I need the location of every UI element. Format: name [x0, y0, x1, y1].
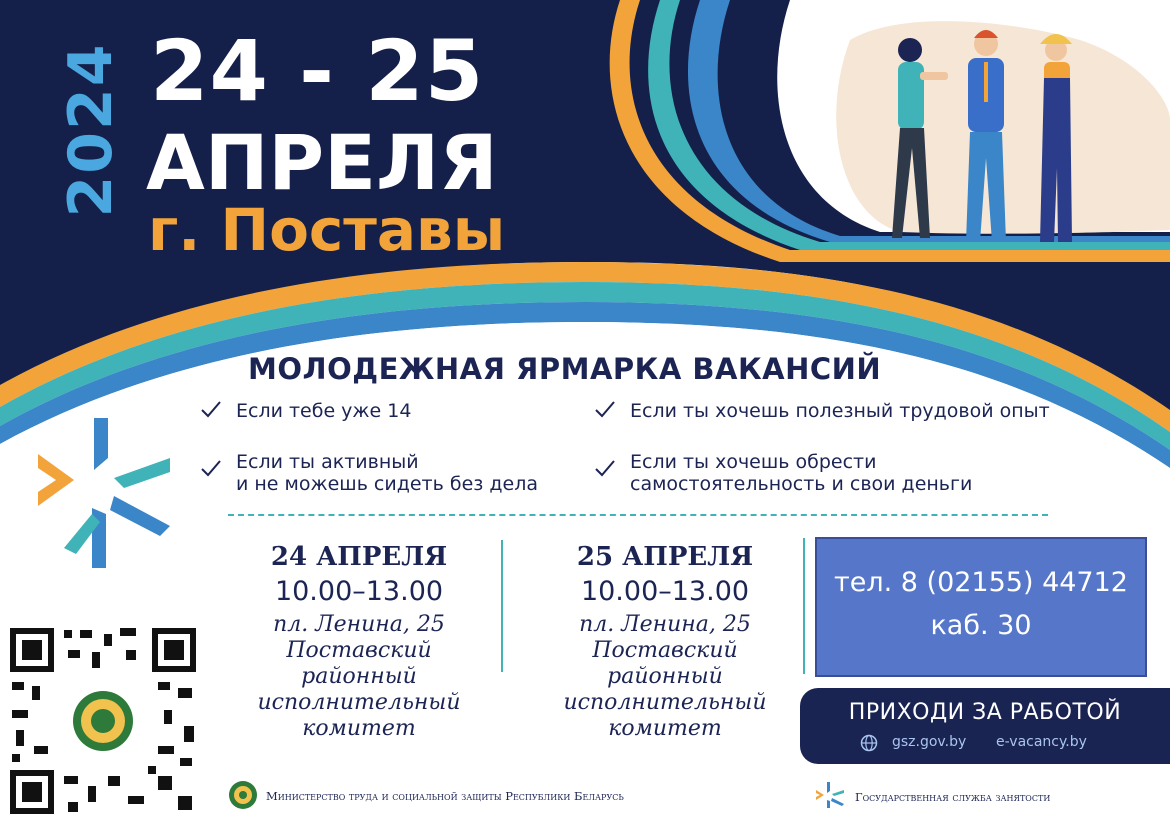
- dotted-divider: [228, 514, 1048, 516]
- cta-text: ПРИХОДИ ЗА РАБОТОЙ: [848, 700, 1122, 725]
- website-links: [860, 734, 1120, 754]
- phone-number[interactable]: тел. 8 (02155) 44712: [834, 567, 1128, 598]
- check-item: Если ты активный и не можешь сидеть без дела: [200, 451, 580, 499]
- ministry-footer: Министерство труда и социальной защиты Республики Беларусь: [228, 780, 748, 812]
- cta-banner: [800, 688, 1170, 764]
- employment-service-mini-logo: [815, 782, 845, 808]
- event-dates: 24 - 25: [150, 22, 485, 120]
- room-number: каб. 30: [930, 610, 1032, 641]
- event-headline: МОЛОДЕЖНАЯ ЯРМАРКА ВАКАНСИЙ: [248, 352, 882, 386]
- checkmark-icon: [594, 459, 616, 479]
- qr-code[interactable]: [8, 626, 198, 816]
- link-e-vacancy[interactable]: e-vacancy.by: [996, 734, 1087, 750]
- service-footer: Государственная служба занятости: [815, 782, 1135, 810]
- link-gsz[interactable]: gsz.gov.by: [892, 734, 967, 750]
- check-item: Если тебе уже 14: [200, 400, 560, 424]
- globe-icon: [860, 734, 878, 752]
- day-schedule: 24 АПРЕЛЯ 10.00–13.00 пл. Ленина, 25 Поставский районный исполнительный комитет: [257, 542, 461, 741]
- event-month: АПРЕЛЯ: [146, 118, 498, 207]
- employment-service-logo: [34, 418, 174, 568]
- year-vertical: 2024: [56, 42, 126, 218]
- check-item: Если ты хочешь обрести самостоятельность и свои деньги: [594, 451, 1114, 499]
- column-divider: [803, 538, 805, 674]
- event-city: г. Поставы: [148, 196, 506, 264]
- checkmark-icon: [594, 400, 616, 420]
- state-emblem-icon: [228, 780, 258, 810]
- day-schedule: 25 АПРЕЛЯ 10.00–13.00 пл. Ленина, 25 Поставский районный исполнительный комитет: [563, 542, 767, 741]
- checkmark-icon: [200, 400, 222, 420]
- checkmark-icon: [200, 459, 222, 479]
- people-illustration: [880, 28, 1130, 256]
- check-item: Если ты хочешь полезный трудовой опыт: [594, 400, 1114, 424]
- column-divider: [501, 540, 503, 672]
- contact-box: [815, 537, 1147, 677]
